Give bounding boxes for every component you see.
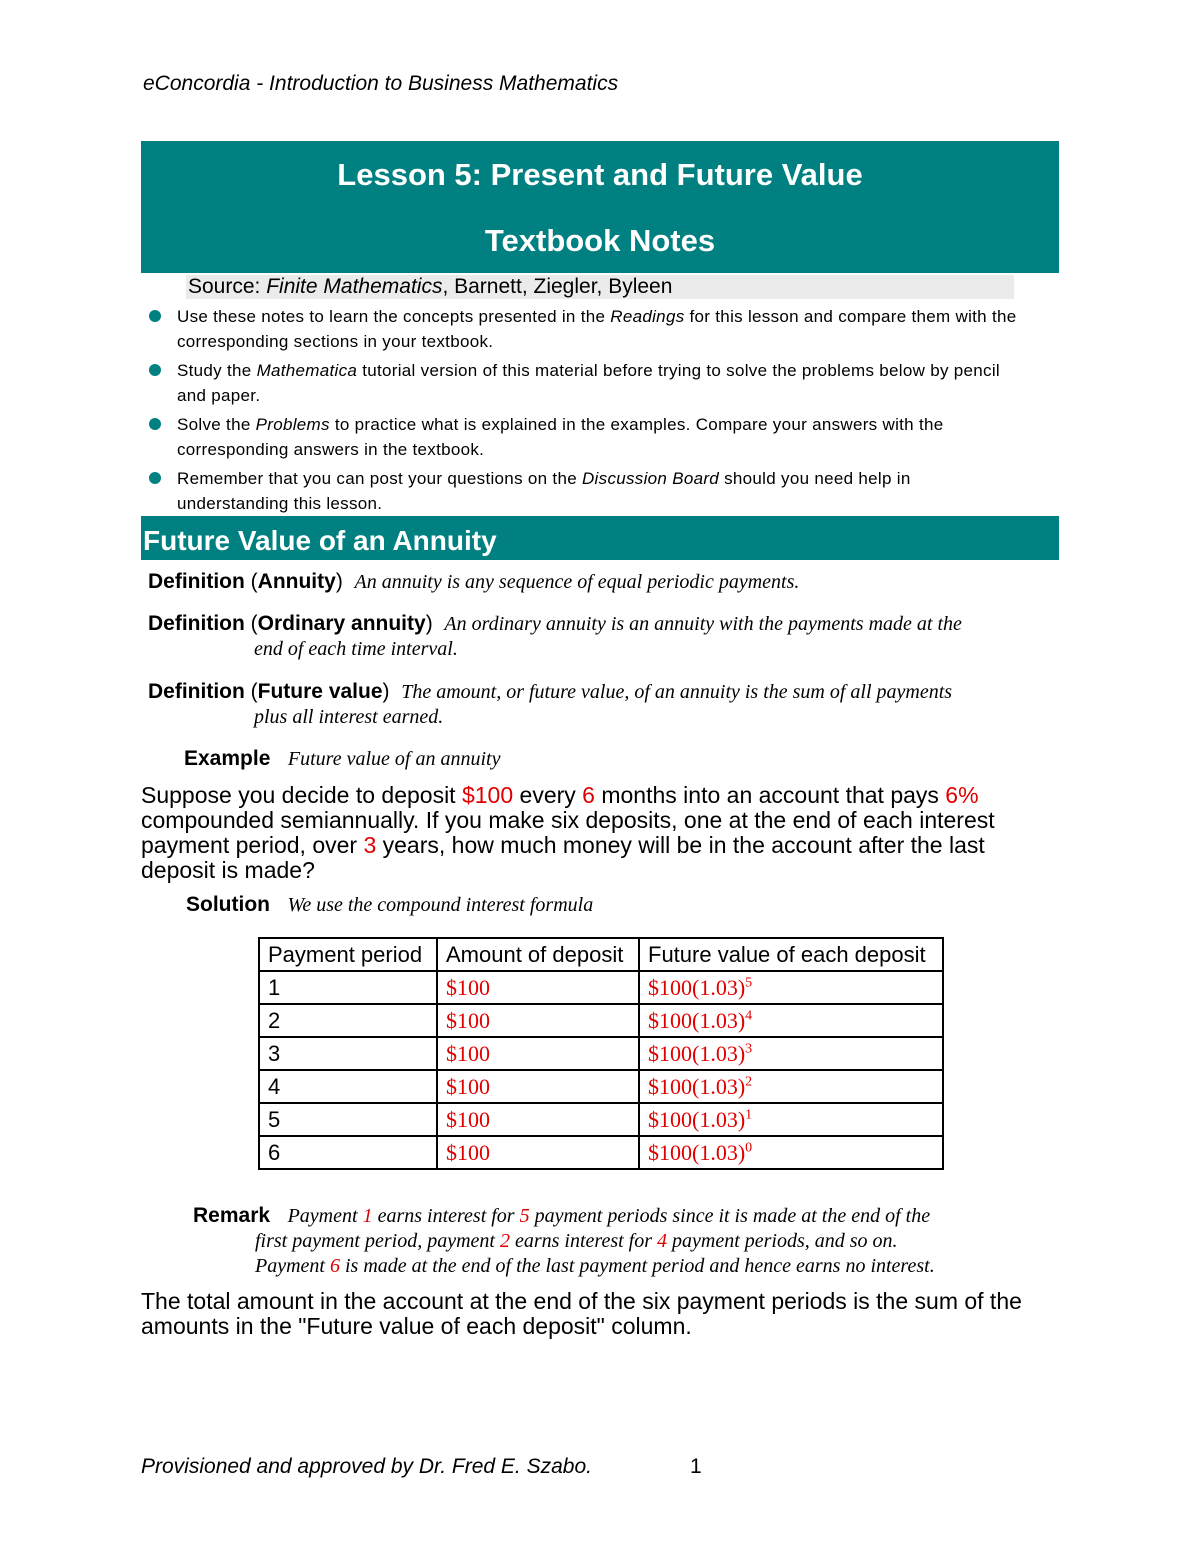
column-header: Future value of each deposit bbox=[639, 938, 943, 971]
table-cell: 2 bbox=[259, 1004, 437, 1037]
source-book: Finite Mathematics bbox=[266, 275, 443, 298]
table-header-row bbox=[259, 938, 943, 971]
definition-annuity: Definition (Annuity) An annuity is any sequence of equal periodic payments. bbox=[148, 570, 800, 593]
definition-ordinary-annuity: Definition (Ordinary annuity) An ordinary annuity is an annuity with the payments made at the end of each time interval. bbox=[148, 612, 962, 660]
solution-heading: Solution We use the compound interest formula bbox=[186, 893, 594, 916]
bullet-icon bbox=[149, 364, 161, 376]
table-cell: $100 bbox=[437, 1037, 639, 1070]
future-value-table bbox=[258, 937, 944, 1170]
title-banner bbox=[141, 141, 1059, 273]
lesson-subtitle: Textbook Notes bbox=[484, 223, 716, 258]
table-cell: $\$100(1.03)^2$ bbox=[639, 1070, 943, 1103]
column-header: Amount of deposit bbox=[437, 938, 639, 971]
table-cell: 3 bbox=[259, 1037, 437, 1070]
remark-line-2: first payment period, payment 2 earns interest for 4 payment periods, and so on. bbox=[255, 1230, 898, 1252]
table-row bbox=[259, 1037, 943, 1070]
bullet-icon bbox=[149, 418, 161, 430]
running-header: eConcordia - Introduction to Business Mathematics bbox=[143, 72, 619, 95]
table-cell: $\$100(1.03)^3$ bbox=[639, 1037, 943, 1070]
source-prefix: Source: bbox=[188, 275, 267, 298]
list-item: Remember that you can post your questions on the Discussion Board should you need help in understanding this lesson. bbox=[141, 466, 1021, 516]
table-cell: $100 bbox=[437, 1103, 639, 1136]
column-header: Payment period bbox=[259, 938, 437, 971]
remark-line-3: Payment 6 is made at the end of the last payment period and hence earns no interest. bbox=[255, 1255, 935, 1277]
closing-paragraph: The total amount in the account at the end of the six payment periods is the sum of the amounts in the "Future value of each deposit" column. bbox=[141, 1288, 1022, 1339]
table-cell: $\$100(1.03)^4$ bbox=[639, 1004, 943, 1037]
table-row bbox=[259, 1070, 943, 1103]
page-number: 1 bbox=[690, 1455, 702, 1478]
list-item: Study the Mathematica tutorial version of this material before trying to solve the problems below by pencil and paper. bbox=[141, 358, 1021, 408]
section-heading: Future Value of an Annuity bbox=[141, 516, 1059, 560]
footer-credit: Provisioned and approved by Dr. Fred E. Szabo. bbox=[141, 1455, 592, 1478]
table-cell: $100 bbox=[437, 1004, 639, 1037]
table-cell: 1 bbox=[259, 971, 437, 1004]
table-cell: 5 bbox=[259, 1103, 437, 1136]
bullet-icon bbox=[149, 310, 161, 322]
example-problem: Suppose you decide to deposit $100 every 6 months into an account that pays 6% compounded semiannually. If you make six deposits, one at the end of each interest payment period, over 3 years, how much money will be in the account after the last deposit is made? bbox=[141, 782, 995, 883]
list-item: Use these notes to learn the concepts presented in the Readings for this lesson and compare them with the corresponding sections in your textbook. bbox=[141, 304, 1021, 354]
definition-future-value: Definition (Future value) The amount, or future value, of an annuity is the sum of all payments plus all interest earned. bbox=[148, 680, 953, 728]
table-cell: 6 bbox=[259, 1136, 437, 1169]
list-item: Solve the Problems to practice what is explained in the examples. Compare your answers with the corresponding answers in the textbook. bbox=[141, 412, 1021, 462]
table-cell: 4 bbox=[259, 1070, 437, 1103]
table-cell: $100 bbox=[437, 971, 639, 1004]
remark-block: Remark Payment 1 earns interest for 5 payment periods since it is made at the end of the first payment period, payment 2 earns interest for 4 payment periods, and so on. Payment 6 is made at the end of the last payment period and hence earns no interest. bbox=[193, 1203, 1053, 1279]
table-cell: $100 bbox=[437, 1070, 639, 1103]
instruction-list bbox=[141, 304, 1021, 520]
table-row bbox=[259, 1004, 943, 1037]
source-authors: , Barnett, Ziegler, Byleen bbox=[442, 275, 673, 298]
example-heading: Example Future value of an annuity bbox=[184, 747, 501, 770]
table-row bbox=[259, 1136, 943, 1169]
table-cell: $\$100(1.03)^5$ bbox=[639, 971, 943, 1004]
source-line bbox=[186, 275, 1014, 299]
table-cell: $\$100(1.03)^1$ bbox=[639, 1103, 943, 1136]
lesson-title: Lesson 5: Present and Future Value bbox=[337, 157, 863, 192]
table-cell: $100 bbox=[437, 1136, 639, 1169]
bullet-icon bbox=[149, 472, 161, 484]
table-row bbox=[259, 971, 943, 1004]
table-cell: $\$100(1.03)^0$ bbox=[639, 1136, 943, 1169]
table-row bbox=[259, 1103, 943, 1136]
